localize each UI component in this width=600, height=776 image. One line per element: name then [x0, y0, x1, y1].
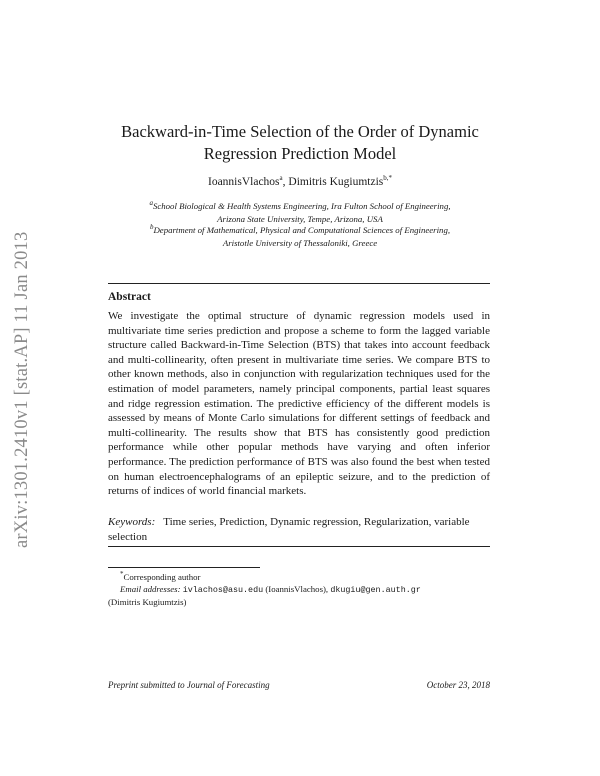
footnote-emails	[108, 583, 490, 608]
author-1-affil-mark: a	[279, 174, 283, 183]
author-2-name: Dimitris Kugiumtzis	[288, 176, 384, 188]
affiliation-b-line-2: Aristotle University of Thessaloniki, Greece	[222, 238, 378, 248]
keywords	[108, 515, 490, 544]
affiliation-b-mark: b	[149, 223, 154, 232]
paper-title	[90, 121, 510, 165]
affiliation-b-line-1: Department of Mathematical, Physical and Computational Sciences of Engineering,	[153, 225, 451, 235]
email-owner-kugiumtzis: (Dimitris Kugiumtzis)	[108, 597, 187, 607]
footnote-corresponding	[120, 571, 502, 583]
email-link-kugiumtzis[interactable]: dkugiu@gen.auth.gr	[330, 585, 421, 595]
footnote-rule	[108, 567, 260, 568]
abstract-top-rule	[108, 283, 490, 284]
author-2-affil-mark: b,*	[383, 174, 393, 183]
title-line-1: Backward-in-Time Selection of the Order of Dynamic	[121, 122, 479, 141]
corresponding-author-label: Corresponding author	[123, 572, 201, 582]
email-owner-vlachos: (IoannisVlachos),	[265, 584, 329, 594]
page-footer	[108, 680, 490, 690]
affiliation-a	[108, 200, 492, 226]
affiliation-b	[108, 224, 492, 250]
arxiv-stamp: arXiv:1301.2410v1 [stat.AP] 11 Jan 2013	[12, 231, 32, 548]
affiliation-a-line-2: Arizona State University, Tempe, Arizona, USA	[217, 214, 383, 224]
keywords-text: Time series, Prediction, Dynamic regression, Regularization, variable selection	[108, 516, 470, 543]
affiliation-a-mark: a	[149, 199, 153, 208]
abstract-text: We investigate the optimal structure of dynamic regression models used in multivariate time series prediction and propose a scheme to form the lagged variable structure called Backward-in-Time Selection (BTS) that takes into account feedback and multi-collinearity, often present in multivariate time series. We compare BTS to other known methods, also in conjunction with regularization techniques used for the estimation of model parameters, namely principal components, partial least squares and ridge regression estimation. The predictive efficiency of the different models is assessed by means of Monte Carlo simulations for different settings of feedback and multi-collinearity. The results show that BTS has consistently good prediction performance while other popular methods have varying and often inferior performance. The prediction performance of BTS was also found the best when tested on human electroencephalograms of an epileptic seizure, and to the prediction of returns of indices of world financial markets.	[108, 310, 490, 498]
keywords-label: Keywords:	[108, 516, 156, 528]
footer-date: October 23, 2018	[426, 680, 490, 690]
footnote-mark: *	[120, 570, 124, 579]
footer-submission-note: Preprint submitted to Journal of Forecasting	[108, 680, 270, 690]
author-separator: ,	[282, 176, 289, 188]
author-list	[110, 176, 490, 188]
title-line-2: Regression Prediction Model	[203, 144, 397, 163]
author-1-name: IoannisVlachos	[207, 176, 280, 188]
email-addresses-label: Email addresses:	[120, 584, 181, 594]
abstract-heading: Abstract	[108, 291, 151, 303]
email-link-vlachos[interactable]: ivlachos@asu.edu	[182, 585, 264, 595]
affiliation-a-line-1: School Biological & Health Systems Engineering, Ira Fulton School of Engineering,	[152, 201, 451, 211]
abstract-bottom-rule	[108, 546, 490, 547]
